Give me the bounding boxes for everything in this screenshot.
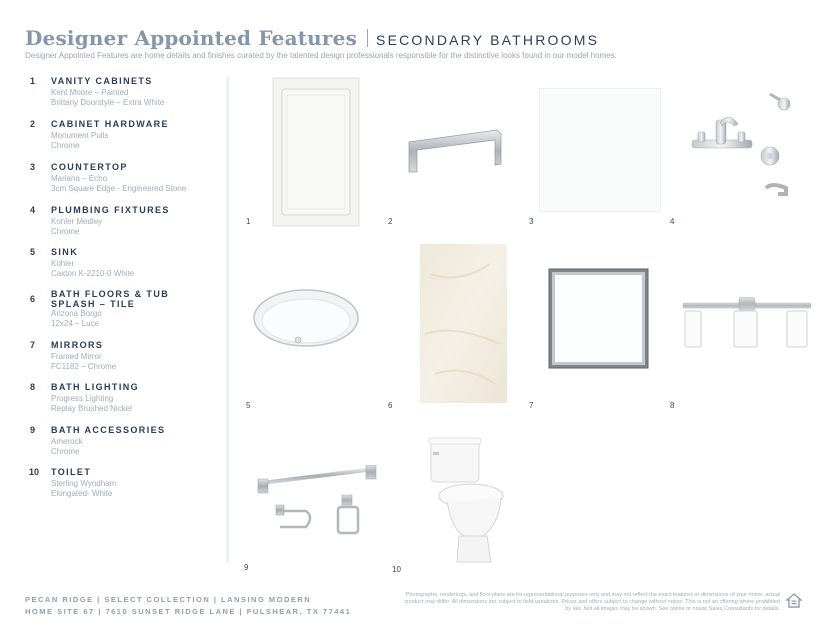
equal-housing-icon xyxy=(786,593,802,608)
feature-name: TOILET xyxy=(51,467,92,477)
feature-detail: Chrome xyxy=(51,141,80,150)
image-label: 8 xyxy=(670,401,675,410)
intro-text: Designer Appointed Features are home details and finishes curated by the talented design professionals responsible for the distinctive looks found in our model homes. xyxy=(25,51,617,60)
feature-number: 8 xyxy=(30,382,36,392)
footer-disclaimer: Photographs, renderings, and floor plans are for representational purposes only and may not reflect the exact features or dimensions of your home; actual product may differ. All dimensions are subject to field variations. Prices and offers subject to change without notice. This is not an offering where prohibited by law. Not all images may be shown. See online or onsite Sales Consultants for details. xyxy=(405,592,780,612)
feature-detail: Sterling Wyndham xyxy=(51,479,117,488)
feature-detail: Progress Lighting xyxy=(51,394,114,403)
feature-name: BATH FLOORS & TUB SPLASH – TILE xyxy=(51,289,170,309)
framed-mirror-icon xyxy=(548,268,649,369)
footer-address xyxy=(25,594,351,618)
image-label: 5 xyxy=(246,401,251,410)
feature-name: VANITY CABINETS xyxy=(51,76,153,86)
feature-detail: Monument Pulls xyxy=(51,131,109,140)
feature-name: CABINET HARDWARE xyxy=(51,119,169,129)
countertop-swatch-icon xyxy=(539,88,661,212)
feature-number: 4 xyxy=(30,205,36,215)
image-label: 9 xyxy=(244,563,249,572)
page-header xyxy=(25,26,599,50)
feature-name: BATH ACCESSORIES xyxy=(51,425,166,435)
feature-detail: Elongated- White xyxy=(51,489,113,498)
feature-name: PLUMBING FIXTURES xyxy=(51,205,170,215)
feature-detail: 3cm Square Edge - Engineered Stone xyxy=(51,184,187,193)
feature-detail: Kohler Medley xyxy=(51,217,103,226)
feature-detail: Caxton K-2210-0 White xyxy=(51,269,135,278)
bath-accessories-icon xyxy=(256,465,380,540)
feature-number: 9 xyxy=(30,425,36,435)
title-divider xyxy=(367,29,368,47)
feature-name: SINK xyxy=(51,247,79,257)
image-label: 7 xyxy=(529,401,534,410)
feature-number: 2 xyxy=(30,119,36,129)
feature-number: 1 xyxy=(30,76,36,86)
feature-name: BATH LIGHTING xyxy=(51,382,140,392)
column-divider xyxy=(226,76,229,563)
toilet-icon xyxy=(425,436,507,566)
faucet-set-icon xyxy=(690,90,805,205)
feature-detail: Replay Brushed Nickel xyxy=(51,404,132,413)
footer-line: PECAN RIDGE | SELECT COLLECTION | LANSING MODERN xyxy=(25,595,312,604)
feature-number: 5 xyxy=(30,247,36,257)
feature-detail: Kohler xyxy=(51,259,75,268)
feature-number: 7 xyxy=(30,340,36,350)
feature-number: 10 xyxy=(29,467,40,477)
image-label: 2 xyxy=(388,217,393,226)
page-title: Designer Appointed Features xyxy=(25,26,358,50)
tile-swatch-icon xyxy=(420,244,507,403)
cabinet-door-icon xyxy=(272,77,360,227)
page-subtitle: SECONDARY BATHROOMS xyxy=(376,32,600,48)
feature-number: 3 xyxy=(30,162,36,172)
vanity-light-icon xyxy=(681,297,813,352)
feature-detail: Arizona Borgo xyxy=(51,309,102,318)
feature-detail: FC1182 – Chrome xyxy=(51,362,117,371)
image-label: 10 xyxy=(392,565,401,574)
feature-detail: Kent Moore – Painted xyxy=(51,88,129,97)
cabinet-pull-icon xyxy=(405,124,505,174)
image-label: 3 xyxy=(529,217,534,226)
feature-detail: Mariana – Echo xyxy=(51,174,108,183)
feature-detail: Amerock xyxy=(51,437,83,446)
feature-detail: Brittany Doorstyle – Extra White xyxy=(51,98,165,107)
image-label: 4 xyxy=(670,217,675,226)
feature-detail: Chrome xyxy=(51,447,80,456)
feature-detail: 12x24 – Luce xyxy=(51,319,100,328)
feature-detail: Framed Mirror xyxy=(51,352,102,361)
image-label: 1 xyxy=(246,217,251,226)
feature-name: COUNTERTOP xyxy=(51,162,128,172)
undermount-sink-icon xyxy=(252,288,360,348)
footer-line: HOME SITE 67 | 7610 SUNSET RIDGE LANE | FULSHEAR, TX 77441 xyxy=(25,607,352,616)
feature-number: 6 xyxy=(30,294,36,304)
feature-name: MIRRORS xyxy=(51,340,104,350)
feature-detail: Chrome xyxy=(51,227,80,236)
image-label: 6 xyxy=(388,401,393,410)
